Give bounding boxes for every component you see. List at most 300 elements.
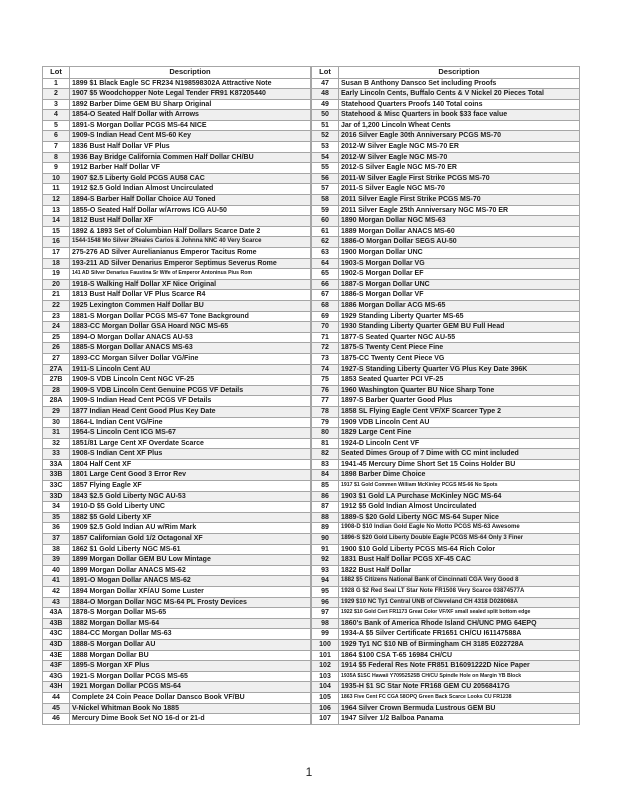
lot-cell: 52	[312, 131, 339, 142]
description-cell: 1909-S Indian Head Cent MS-60 Key	[70, 131, 311, 142]
lot-cell: 75	[312, 375, 339, 386]
lot-cell: 39	[43, 555, 70, 566]
table-row	[43, 428, 311, 439]
lot-cell: 25	[43, 332, 70, 343]
description-cell: 1886-S Morgan Dollar VF	[339, 290, 580, 301]
description-cell: 1889-S $20 Gold Liberty NGC MS-64 Super Nice	[339, 512, 580, 523]
description-cell: 1836 Bust Half Dollar VF Plus	[70, 142, 311, 153]
table-row	[312, 576, 580, 587]
lot-cell: 72	[312, 343, 339, 354]
lot-cell: 42	[43, 587, 70, 598]
lot-cell: 65	[312, 269, 339, 280]
lot-cell: 83	[312, 459, 339, 470]
description-cell: 1922 $10 Gold Cert FR1173 Great Color VF/XF small sealed split bottom edge	[339, 608, 580, 619]
description-cell: 1935A $1SC Hawaii Y70952525B CH/CU Spindle Hole on Margin YB Block	[339, 671, 580, 682]
table-row	[43, 502, 311, 513]
table-row	[312, 375, 580, 386]
description-cell: 1911-S Lincoln Cent AU	[70, 364, 311, 375]
description-cell: 1875-S Twenty Cent Piece Fine	[339, 343, 580, 354]
lot-cell: 77	[312, 396, 339, 407]
description-cell: 1917 $1 Gold Commen William McKinley PCGS MS-66 No Spots	[339, 481, 580, 492]
description-cell: 1875-CC Twenty Cent Piece VG	[339, 353, 580, 364]
table-row	[312, 248, 580, 259]
description-column-header: Description	[70, 67, 311, 79]
lot-cell: 48	[312, 89, 339, 100]
table-row	[312, 661, 580, 672]
lot-table-right-body	[312, 78, 580, 724]
description-cell: 1888-S Morgan Dollar AU	[70, 639, 311, 650]
table-row	[312, 597, 580, 608]
description-cell: 1918-S Walking Half Dollar XF Nice Original	[70, 279, 311, 290]
table-header-row	[43, 67, 311, 79]
lot-cell: 22	[43, 300, 70, 311]
description-cell: 1921-S Morgan Dollar PCGS MS-65	[70, 671, 311, 682]
description-cell: 2012-S Silver Eagle NGC MS-70 ER	[339, 163, 580, 174]
table-row	[43, 512, 311, 523]
table-row	[43, 470, 311, 481]
table-row	[312, 216, 580, 227]
table-row	[43, 237, 311, 248]
lot-cell: 41	[43, 576, 70, 587]
lot-cell: 8	[43, 152, 70, 163]
lot-cell: 24	[43, 322, 70, 333]
description-cell: 1925 Lexington Commen Half Dollar BU	[70, 300, 311, 311]
table-row	[43, 491, 311, 502]
lot-cell: 34	[43, 502, 70, 513]
table-row	[312, 364, 580, 375]
description-cell: 275-276 AD Silver Aurelianianus Emperor Tacitus Rome	[70, 248, 311, 259]
description-cell: 1892 Barber Dime GEM BU Sharp Original	[70, 99, 311, 110]
description-cell: 1930 Standing Liberty Quarter GEM BU Full Head	[339, 322, 580, 333]
lot-cell: 82	[312, 449, 339, 460]
table-row	[43, 565, 311, 576]
lot-cell: 64	[312, 258, 339, 269]
description-cell: 1908-S Indian Cent XF Plus	[70, 449, 311, 460]
description-cell: 1928 G $2 Red Seal LT Star Note FR1508 Very Scarce 03874577A	[339, 587, 580, 598]
description-cell: Jar of 1,200 Lincoln Wheat Cents	[339, 120, 580, 131]
description-cell: 1882 $5 Gold Liberty XF	[70, 512, 311, 523]
description-cell: 1903 $1 Gold LA Purchase McKinley NGC MS-64	[339, 491, 580, 502]
description-cell: 1878-S Morgan Dollar MS-65	[70, 608, 311, 619]
table-row	[43, 279, 311, 290]
table-row	[43, 375, 311, 386]
lot-table-right	[311, 66, 580, 725]
lot-cell: 85	[312, 481, 339, 492]
description-cell: 1910-D $5 Gold Liberty UNC	[70, 502, 311, 513]
table-row	[43, 142, 311, 153]
table-row	[43, 78, 311, 89]
description-cell: V-Nickel Whitman Book No 1885	[70, 703, 311, 714]
table-row	[43, 682, 311, 693]
table-row	[43, 163, 311, 174]
lot-cell: 104	[312, 682, 339, 693]
table-row	[312, 438, 580, 449]
description-cell: 1887-S Morgan Dollar UNC	[339, 279, 580, 290]
description-cell: Mercury Dime Book Set NO 16-d or 21-d	[70, 714, 311, 725]
description-cell: 1881-S Morgan Dollar PCGS MS-67 Tone Background	[70, 311, 311, 322]
lot-table-left	[42, 66, 311, 725]
table-row	[312, 618, 580, 629]
lot-cell: 57	[312, 184, 339, 195]
description-cell: 1924-D Lincoln Cent VF	[339, 438, 580, 449]
lot-cell: 14	[43, 216, 70, 227]
lot-cell: 54	[312, 152, 339, 163]
lot-cell: 28	[43, 385, 70, 396]
table-row	[312, 703, 580, 714]
lot-cell: 81	[312, 438, 339, 449]
description-cell: 1894-S Barber Half Dollar Choice AU Toned	[70, 195, 311, 206]
lot-cell: 35	[43, 512, 70, 523]
table-row	[312, 449, 580, 460]
description-cell: Susan B Anthony Dansco Set including Proofs	[339, 78, 580, 89]
description-cell: 1894-O Morgan Dollar ANACS AU-53	[70, 332, 311, 343]
table-row	[43, 534, 311, 545]
table-row	[43, 385, 311, 396]
lot-cell: 43F	[43, 661, 70, 672]
page-number: 1	[305, 765, 313, 779]
description-cell: 1907 $5 Woodchopper Note Legal Tender FR91 K87205440	[70, 89, 311, 100]
lot-cell: 94	[312, 576, 339, 587]
lot-cell: 37	[43, 534, 70, 545]
description-cell: 1863 Five Cent FC CGA 58OPQ Green Back Scarce Looks CU FR1238	[339, 692, 580, 703]
description-cell: 2011 Silver Eagle First Strike PCGS MS-70	[339, 195, 580, 206]
table-row	[312, 682, 580, 693]
table-row	[43, 459, 311, 470]
description-cell: 1909-S Indian Head Cent PCGS VF Details	[70, 396, 311, 407]
lot-cell: 18	[43, 258, 70, 269]
description-cell: 1929 $10 NC Ty1 Central UNB of Cleveland CH 4318 D028068A	[339, 597, 580, 608]
lot-cell: 58	[312, 195, 339, 206]
lot-cell: 27B	[43, 375, 70, 386]
table-row	[43, 226, 311, 237]
lot-cell: 51	[312, 120, 339, 131]
table-row	[43, 597, 311, 608]
description-cell: 1894 Morgan Dollar XF/AU Some Luster	[70, 587, 311, 598]
table-row	[43, 248, 311, 259]
lot-cell: 26	[43, 343, 70, 354]
table-row	[312, 269, 580, 280]
lot-cell: 4	[43, 110, 70, 121]
description-cell: 1899 $1 Black Eagle SC FR234 N198598302A Attractive Note	[70, 78, 311, 89]
description-cell: 1891-S Morgan Dollar PCGS MS-64 NICE	[70, 120, 311, 131]
lot-cell: 33B	[43, 470, 70, 481]
description-cell: 1914 $5 Federal Res Note FR851 B16091222D Nice Paper	[339, 661, 580, 672]
table-row	[43, 184, 311, 195]
table-row	[312, 565, 580, 576]
lot-cell: 103	[312, 671, 339, 682]
table-row	[43, 152, 311, 163]
description-cell: 1829 Large Cent Fine	[339, 428, 580, 439]
lot-cell: 87	[312, 502, 339, 513]
description-cell: 1864-L Indian Cent VG/Fine	[70, 417, 311, 428]
table-row	[43, 608, 311, 619]
lot-cell: 88	[312, 512, 339, 523]
lot-cell: 46	[43, 714, 70, 725]
lot-tables-container	[42, 66, 580, 725]
table-row	[312, 459, 580, 470]
description-cell: Statehood Quarters Proofs 140 Total coins	[339, 99, 580, 110]
lot-cell: 1	[43, 78, 70, 89]
table-row	[312, 152, 580, 163]
lot-cell: 13	[43, 205, 70, 216]
lot-cell: 86	[312, 491, 339, 502]
description-cell: 141 AD Silver Denarius Faustina Sr Wife of Emperor Antoninus Pius Rom	[70, 269, 311, 280]
lot-cell: 43C	[43, 629, 70, 640]
lot-cell: 5	[43, 120, 70, 131]
description-cell: 1900 $10 Gold Liberty PCGS MS-64 Rich Color	[339, 544, 580, 555]
description-cell: 1883-CC Morgan Dollar GSA Hoard NGC MS-65	[70, 322, 311, 333]
lot-cell: 23	[43, 311, 70, 322]
table-row	[43, 99, 311, 110]
lot-cell: 60	[312, 216, 339, 227]
table-row	[312, 205, 580, 216]
table-row	[43, 618, 311, 629]
table-row	[43, 629, 311, 640]
lot-cell: 43A	[43, 608, 70, 619]
table-header-row	[312, 67, 580, 79]
table-row	[312, 78, 580, 89]
table-row	[43, 311, 311, 322]
lot-cell: 10	[43, 173, 70, 184]
table-row	[43, 449, 311, 460]
description-cell: 1900 Morgan Dollar UNC	[339, 248, 580, 259]
table-row	[312, 639, 580, 650]
lot-cell: 36	[43, 523, 70, 534]
lot-cell: 44	[43, 692, 70, 703]
description-cell: 1889 Morgan Dollar ANACS MS-60	[339, 226, 580, 237]
table-row	[43, 650, 311, 661]
table-row	[43, 269, 311, 280]
lot-cell: 45	[43, 703, 70, 714]
lot-cell: 90	[312, 534, 339, 545]
description-cell: 1801 Large Cent Good 3 Error Rev	[70, 470, 311, 481]
lot-cell: 20	[43, 279, 70, 290]
table-row	[312, 290, 580, 301]
description-cell: 2016 Silver Eagle 30th Anniversary PCGS MS-70	[339, 131, 580, 142]
table-row	[312, 332, 580, 343]
lot-column-header: Lot	[43, 67, 70, 79]
lot-cell: 56	[312, 173, 339, 184]
lot-cell: 71	[312, 332, 339, 343]
table-row	[312, 417, 580, 428]
table-row	[312, 120, 580, 131]
description-cell: 1892 & 1893 Set of Columbian Half Dollars Scarce Date 2	[70, 226, 311, 237]
lot-cell: 73	[312, 353, 339, 364]
table-row	[312, 142, 580, 153]
lot-cell: 89	[312, 523, 339, 534]
description-cell: 1960 Washington Quarter BU Nice Sharp Tone	[339, 385, 580, 396]
description-cell: 1877 Indian Head Cent Good Plus Key Date	[70, 406, 311, 417]
lot-cell: 101	[312, 650, 339, 661]
description-cell: 1934-A $5 Silver Certificate FR1651 CH/CU I61147588A	[339, 629, 580, 640]
table-row	[312, 163, 580, 174]
lot-cell: 31	[43, 428, 70, 439]
description-cell: 1888 Morgan Dollar BU	[70, 650, 311, 661]
lot-cell: 43D	[43, 639, 70, 650]
table-row	[312, 523, 580, 534]
description-cell: Complete 24 Coin Peace Dollar Dansco Book VF/BU	[70, 692, 311, 703]
lot-cell: 43B	[43, 618, 70, 629]
lot-cell: 53	[312, 142, 339, 153]
table-row	[312, 237, 580, 248]
description-cell: 1921 Morgan Dollar PCGS MS-64	[70, 682, 311, 693]
lot-cell: 78	[312, 406, 339, 417]
table-row	[43, 353, 311, 364]
table-row	[312, 470, 580, 481]
description-cell: 1893-CC Morgan Silver Dollar VG/Fine	[70, 353, 311, 364]
description-cell: 2011-S Silver Eagle NGC MS-70	[339, 184, 580, 195]
lot-cell: 15	[43, 226, 70, 237]
table-row	[43, 661, 311, 672]
description-cell: 1909-S VDB Lincoln Cent NGC VF-25	[70, 375, 311, 386]
table-row	[312, 99, 580, 110]
lot-cell: 33	[43, 449, 70, 460]
table-row	[312, 512, 580, 523]
lot-cell: 49	[312, 99, 339, 110]
lot-cell: 32	[43, 438, 70, 449]
description-cell: 1813 Bust Half Dollar VF Plus Scarce R4	[70, 290, 311, 301]
lot-cell: 100	[312, 639, 339, 650]
description-cell: 1929 Standing Liberty Quarter MS-65	[339, 311, 580, 322]
description-cell: 1882 $5 Citizens National Bank of Cincinnati CGA Very Good 8	[339, 576, 580, 587]
lot-cell: 105	[312, 692, 339, 703]
table-row	[312, 258, 580, 269]
lot-column-header: Lot	[312, 67, 339, 79]
table-row	[43, 406, 311, 417]
lot-cell: 28A	[43, 396, 70, 407]
table-row	[43, 110, 311, 121]
table-row	[43, 438, 311, 449]
description-cell: 2011 Silver Eagle 25th Anniversary NGC MS-70 ER	[339, 205, 580, 216]
lot-cell: 7	[43, 142, 70, 153]
table-row	[43, 396, 311, 407]
lot-cell: 67	[312, 290, 339, 301]
table-row	[312, 343, 580, 354]
description-cell: 1885-S Morgan Dollar ANACS MS-63	[70, 343, 311, 354]
description-column-header: Description	[339, 67, 580, 79]
lot-cell: 62	[312, 237, 339, 248]
description-cell: 1898 Barber Dime Choice	[339, 470, 580, 481]
description-cell: 1907 $2.5 Liberty Gold PCGS AU58 CAC	[70, 173, 311, 184]
description-cell: 1936 Bay Bridge California Commen Half Dollar CH/BU	[70, 152, 311, 163]
description-cell: 1877-S Seated Quarter NGC AU-55	[339, 332, 580, 343]
lot-cell: 79	[312, 417, 339, 428]
description-cell: 1884-CC Morgan Dollar MS-63	[70, 629, 311, 640]
lot-cell: 19	[43, 269, 70, 280]
table-row	[312, 534, 580, 545]
table-row	[43, 576, 311, 587]
table-row	[312, 714, 580, 725]
description-cell: 1909 VDB Lincoln Cent AU	[339, 417, 580, 428]
lot-cell: 70	[312, 322, 339, 333]
description-cell: 1851/81 Large Cent XF Overdate Scarce	[70, 438, 311, 449]
description-cell: 1882 Morgan Dollar MS-64	[70, 618, 311, 629]
table-row	[43, 216, 311, 227]
table-row	[312, 89, 580, 100]
description-cell: 1899 Morgan Dollar ANACS MS-62	[70, 565, 311, 576]
lot-cell: 91	[312, 544, 339, 555]
table-row	[43, 481, 311, 492]
description-cell: Seated Dimes Group of 7 Dime with CC mint included	[339, 449, 580, 460]
lot-table-left-body	[43, 78, 311, 724]
lot-cell: 43E	[43, 650, 70, 661]
lot-cell: 29	[43, 406, 70, 417]
table-row	[43, 544, 311, 555]
lot-cell: 11	[43, 184, 70, 195]
description-cell: 1899 Morgan Dollar GEM BU Low Mintage	[70, 555, 311, 566]
table-row	[43, 131, 311, 142]
description-cell: 1897-S Barber Quarter Good Plus	[339, 396, 580, 407]
table-row	[312, 396, 580, 407]
description-cell: 1804 Half Cent XF	[70, 459, 311, 470]
lot-cell: 33D	[43, 491, 70, 502]
table-row	[43, 332, 311, 343]
description-cell: 1862 $1 Gold Liberty NGC MS-61	[70, 544, 311, 555]
lot-cell: 12	[43, 195, 70, 206]
table-row	[312, 110, 580, 121]
description-cell: 1857 Californian Gold 1/2 Octagonal XF	[70, 534, 311, 545]
lot-cell: 3	[43, 99, 70, 110]
description-cell: 1855-O Seated Half Dollar w/Arrows ICG AU-50	[70, 205, 311, 216]
lot-cell: 16	[43, 237, 70, 248]
lot-cell: 43H	[43, 682, 70, 693]
lot-cell: 17	[43, 248, 70, 259]
table-row	[43, 322, 311, 333]
description-cell: Early Lincoln Cents, Buffalo Cents & V Nickel 20 Pieces Total	[339, 89, 580, 100]
description-cell: 1935-H $1 SC Star Note FR168 GEM CU 20568417G	[339, 682, 580, 693]
description-cell: 1860's Bank of America Rhode Island CH/UNC PMG 64EPQ	[339, 618, 580, 629]
lot-cell: 80	[312, 428, 339, 439]
lot-cell: 21	[43, 290, 70, 301]
description-cell: 1895-S Morgan XF Plus	[70, 661, 311, 672]
description-cell: 1964 Silver Crown Bermuda Lustrous GEM BU	[339, 703, 580, 714]
description-cell: 1858 SL Flying Eagle Cent VF/XF Scarcer Type 2	[339, 406, 580, 417]
table-row	[312, 428, 580, 439]
table-row	[43, 555, 311, 566]
table-row	[43, 205, 311, 216]
table-row	[312, 608, 580, 619]
table-row	[312, 481, 580, 492]
table-row	[312, 131, 580, 142]
table-row	[43, 364, 311, 375]
table-row	[312, 502, 580, 513]
lot-cell: 33C	[43, 481, 70, 492]
table-row	[43, 343, 311, 354]
table-row	[312, 226, 580, 237]
lot-cell: 59	[312, 205, 339, 216]
description-cell: 1822 Bust Half Dollar	[339, 565, 580, 576]
table-row	[312, 491, 580, 502]
table-row	[43, 195, 311, 206]
lot-cell: 76	[312, 385, 339, 396]
description-cell: 1831 Bust Half Dollar PCGS XF-45 CAC	[339, 555, 580, 566]
table-row	[312, 587, 580, 598]
table-row	[312, 300, 580, 311]
description-cell: 1909 $2.5 Gold Indian AU w/Rim Mark	[70, 523, 311, 534]
description-cell: Statehood & Misc Quarters in book $33 face value	[339, 110, 580, 121]
description-cell: 1884-O Morgan Dollar NGC MS-64 PL Frosty Devices	[70, 597, 311, 608]
lot-cell: 27	[43, 353, 70, 364]
table-row	[312, 544, 580, 555]
table-row	[43, 714, 311, 725]
table-row	[43, 89, 311, 100]
description-cell: 1857 Flying Eagle XF	[70, 481, 311, 492]
lot-cell: 98	[312, 618, 339, 629]
lot-cell: 55	[312, 163, 339, 174]
table-row	[312, 555, 580, 566]
description-cell: 1886-O Morgan Dollar SEGS AU-50	[339, 237, 580, 248]
description-cell: 1912 Barber Half Dollar VF	[70, 163, 311, 174]
